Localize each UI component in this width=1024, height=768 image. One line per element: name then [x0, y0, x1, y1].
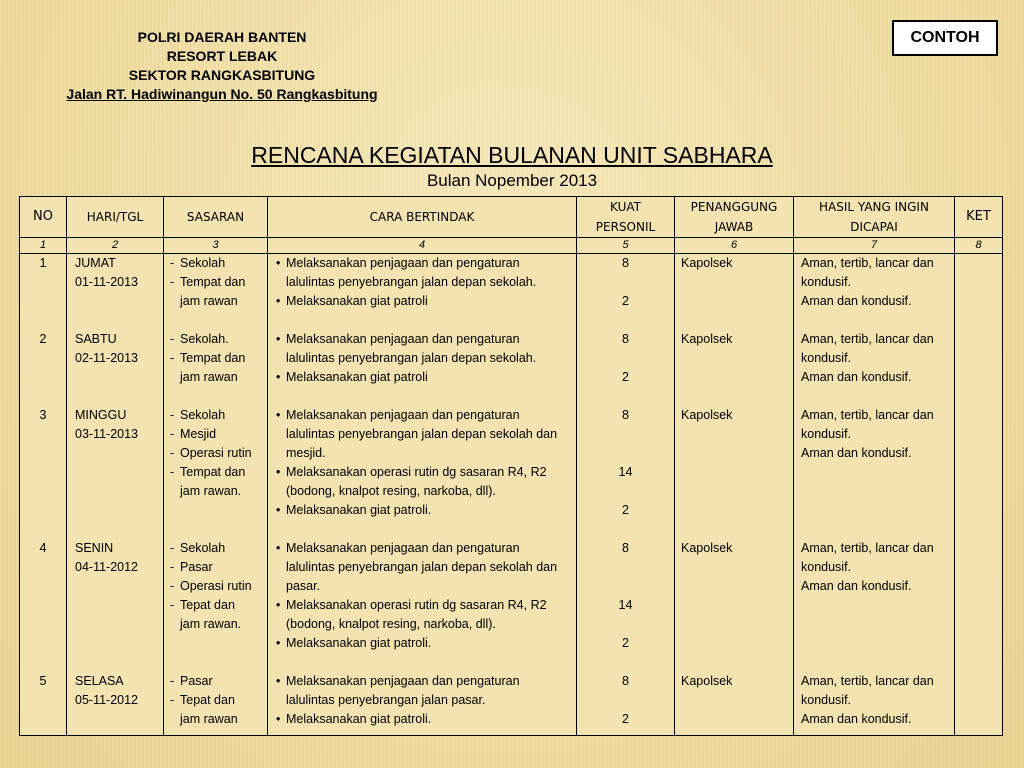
- document-subtitle: Bulan Nopember 2013: [426, 171, 598, 190]
- column-index: 4: [268, 238, 577, 254]
- cara-line-text: Melaksanakan giat patroli.: [286, 503, 432, 517]
- header-line-1: POLRI DAERAH BANTEN: [137, 29, 307, 45]
- sasaran-item-text: Sekolah: [180, 541, 226, 555]
- bullet-icon: •: [276, 541, 281, 555]
- hasil-line: kondusif.: [801, 560, 852, 574]
- column-hari-tgl: [67, 254, 164, 736]
- hasil-line: kondusif.: [801, 693, 852, 707]
- activity-plan-table: [19, 196, 1003, 736]
- header-kuat-line1: KUAT: [610, 200, 641, 214]
- bullet-icon: •: [276, 294, 281, 308]
- row-date: 04-11-2012: [75, 560, 139, 574]
- dash-icon: -: [170, 674, 175, 688]
- header-line-3: SEKTOR RANGKASBITUNG: [128, 67, 316, 83]
- kuat-personil-value: 8: [622, 408, 629, 422]
- bullet-icon: •: [276, 503, 281, 517]
- row-date: 01-11-2013: [75, 275, 139, 289]
- bullet-icon: •: [276, 256, 281, 270]
- row-date: 05-11-2012: [75, 693, 139, 707]
- header-pj-line2: JAWAB: [714, 220, 754, 234]
- dash-icon: -: [170, 598, 175, 612]
- sasaran-continuation-text: jam rawan: [180, 294, 238, 308]
- hasil-line: Aman dan kondusif.: [801, 712, 912, 726]
- header-address: Jalan RT. Hadiwinangun No. 50 Rangkasbitung: [66, 86, 378, 102]
- row-number: 4: [39, 541, 47, 555]
- kuat-personil-value: 2: [622, 370, 629, 384]
- penanggung-jawab: Kapolsek: [681, 674, 733, 688]
- penanggung-jawab: Kapolsek: [681, 408, 733, 422]
- kuat-personil-value: 8: [622, 332, 629, 346]
- column-cara: [268, 254, 577, 736]
- cara-line-text: Melaksanakan giat patroli: [286, 294, 428, 308]
- column-index: 3: [164, 238, 268, 254]
- row-number: 1: [39, 256, 47, 270]
- column-pj: [675, 254, 794, 736]
- sasaran-item-text: Operasi rutin: [180, 446, 252, 460]
- header-hasil-line1: HASIL YANG INGIN: [819, 200, 929, 214]
- header-pj-line1: PENANGGUNG: [690, 200, 778, 214]
- sasaran-item-text: Mesjid: [180, 427, 217, 441]
- column-index-row: [20, 238, 1003, 254]
- kuat-personil-value: 2: [622, 503, 629, 517]
- table-header-row: [20, 197, 1003, 238]
- row-day: JUMAT: [75, 256, 116, 270]
- hasil-line: kondusif.: [801, 427, 852, 441]
- table-body-row: [20, 254, 1003, 736]
- sasaran-item-text: Sekolah.: [180, 332, 229, 346]
- column-index: 5: [577, 238, 675, 254]
- hasil-line: kondusif.: [801, 351, 852, 365]
- bullet-icon: •: [276, 636, 281, 650]
- kuat-personil-value: 14: [618, 465, 633, 479]
- hasil-line: Aman, tertib, lancar dan: [801, 256, 934, 270]
- contoh-badge: CONTOH: [892, 20, 998, 56]
- cara-line-text: Melaksanakan penjagaan dan pengaturan: [286, 408, 520, 422]
- cara-line-text: lalulintas penyebrangan jalan depan sekolah.: [286, 275, 537, 289]
- sasaran-item-text: Tempat dan: [180, 351, 246, 365]
- bullet-icon: •: [276, 712, 281, 726]
- sasaran-item-text: Tepat dan: [180, 598, 235, 612]
- kuat-personil-value: 8: [622, 256, 629, 270]
- header-ket: KET: [955, 197, 1003, 238]
- cara-line-text: Melaksanakan penjagaan dan pengaturan: [286, 332, 520, 346]
- header-hari-tgl: HARI/TGL: [67, 197, 164, 238]
- row-date: 03-11-2013: [75, 427, 139, 441]
- column-index: 7: [794, 238, 955, 254]
- header-hasil: [794, 197, 955, 238]
- dash-icon: -: [170, 351, 175, 365]
- bullet-icon: •: [276, 674, 281, 688]
- column-sasaran: [164, 254, 268, 736]
- hasil-line: Aman dan kondusif.: [801, 294, 912, 308]
- hasil-line: Aman dan kondusif.: [801, 370, 912, 384]
- kuat-personil-value: 2: [622, 294, 629, 308]
- cara-line-text: lalulintas penyebrangan jalan depan sekolah.: [286, 351, 537, 365]
- column-index: 1: [20, 238, 67, 254]
- dash-icon: -: [170, 579, 175, 593]
- bullet-icon: •: [276, 408, 281, 422]
- hasil-line: Aman, tertib, lancar dan: [801, 541, 934, 555]
- sasaran-item-text: Operasi rutin: [180, 579, 252, 593]
- column-ket: [955, 254, 1003, 736]
- sasaran-item-text: Tempat dan: [180, 465, 246, 479]
- column-index: 6: [675, 238, 794, 254]
- sasaran-item-text: Sekolah: [180, 408, 226, 422]
- hasil-line: Aman, tertib, lancar dan: [801, 408, 934, 422]
- hasil-line: Aman dan kondusif.: [801, 579, 912, 593]
- dash-icon: -: [170, 560, 175, 574]
- column-no: [20, 254, 67, 736]
- penanggung-jawab: Kapolsek: [681, 332, 733, 346]
- cara-line-text: lalulintas penyebrangan jalan pasar.: [286, 693, 486, 707]
- header-penanggung-jawab: [675, 197, 794, 238]
- sasaran-item-text: Sekolah: [180, 256, 226, 270]
- row-day: SABTU: [75, 332, 117, 346]
- cara-line-text: Melaksanakan giat patroli: [286, 370, 428, 384]
- bullet-icon: •: [276, 332, 281, 346]
- header-line-2: RESORT LEBAK: [166, 48, 278, 64]
- kuat-personil-value: 14: [618, 598, 633, 612]
- sasaran-item-text: Pasar: [180, 674, 213, 688]
- document-title: RENCANA KEGIATAN BULANAN UNIT SABHARA: [251, 142, 773, 168]
- sasaran-continuation-text: jam rawan: [180, 712, 238, 726]
- row-day: MINGGU: [75, 408, 127, 422]
- cara-line-text: lalulintas penyebrangan jalan depan sekolah dan: [286, 560, 558, 574]
- cara-line-text: Melaksanakan operasi rutin dg sasaran R4, R2: [286, 465, 547, 479]
- sasaran-continuation-text: jam rawan.: [180, 617, 242, 631]
- kuat-personil-value: 2: [622, 712, 629, 726]
- sasaran-continuation-text: jam rawan: [180, 370, 238, 384]
- hasil-line: Aman dan kondusif.: [801, 446, 912, 460]
- dash-icon: -: [170, 465, 175, 479]
- cara-line-text: Melaksanakan penjagaan dan pengaturan: [286, 674, 520, 688]
- column-kuat: [577, 254, 675, 736]
- dash-icon: -: [170, 541, 175, 555]
- cara-line-text: Melaksanakan operasi rutin dg sasaran R4, R2: [286, 598, 547, 612]
- header-no: NO: [20, 197, 67, 238]
- sasaran-continuation-text: jam rawan.: [180, 484, 242, 498]
- row-date: 02-11-2013: [75, 351, 139, 365]
- dash-icon: -: [170, 446, 175, 460]
- cara-line-text: lalulintas penyebrangan jalan depan sekolah dan: [286, 427, 558, 441]
- institution-header: [26, 28, 418, 104]
- sasaran-item-text: Pasar: [180, 560, 213, 574]
- cara-line-text: Melaksanakan giat patroli.: [286, 636, 432, 650]
- kuat-personil-value: 8: [622, 541, 629, 555]
- sasaran-item-text: Tepat dan: [180, 693, 235, 707]
- header-cara-bertindak: CARA BERTINDAK: [268, 197, 577, 238]
- row-number: 3: [39, 408, 47, 422]
- row-number: 5: [39, 674, 47, 688]
- bullet-icon: •: [276, 370, 281, 384]
- row-number: 2: [39, 332, 47, 346]
- penanggung-jawab: Kapolsek: [681, 541, 733, 555]
- cara-line-text: (bodong, knalpot resing, narkoba, dll).: [286, 484, 496, 498]
- penanggung-jawab: Kapolsek: [681, 256, 733, 270]
- header-kuat-line2: PERSONIL: [595, 220, 656, 234]
- bullet-icon: •: [276, 598, 281, 612]
- header-sasaran: SASARAN: [164, 197, 268, 238]
- cara-line-text: mesjid.: [286, 446, 326, 460]
- dash-icon: -: [170, 427, 175, 441]
- sasaran-item-text: Tempat dan: [180, 275, 246, 289]
- row-day: SENIN: [75, 541, 114, 555]
- dash-icon: -: [170, 275, 175, 289]
- column-index: 8: [955, 238, 1003, 254]
- dash-icon: -: [170, 408, 175, 422]
- header-kuat-personil: [577, 197, 675, 238]
- hasil-line: Aman, tertib, lancar dan: [801, 674, 934, 688]
- kuat-personil-value: 2: [622, 636, 629, 650]
- cara-line-text: pasar.: [286, 579, 321, 593]
- dash-icon: -: [170, 332, 175, 346]
- column-hasil: [794, 254, 955, 736]
- cara-line-text: (bodong, knalpot resing, narkoba, dll).: [286, 617, 496, 631]
- bullet-icon: •: [276, 465, 281, 479]
- cara-line-text: Melaksanakan giat patroli.: [286, 712, 432, 726]
- kuat-personil-value: 8: [622, 674, 629, 688]
- cara-line-text: Melaksanakan penjagaan dan pengaturan: [286, 541, 520, 555]
- dash-icon: -: [170, 693, 175, 707]
- cara-line-text: Melaksanakan penjagaan dan pengaturan: [286, 256, 520, 270]
- hasil-line: Aman, tertib, lancar dan: [801, 332, 934, 346]
- row-day: SELASA: [75, 674, 124, 688]
- dash-icon: -: [170, 256, 175, 270]
- column-index: 2: [67, 238, 164, 254]
- hasil-line: kondusif.: [801, 275, 852, 289]
- header-hasil-line2: DICAPAI: [850, 220, 898, 234]
